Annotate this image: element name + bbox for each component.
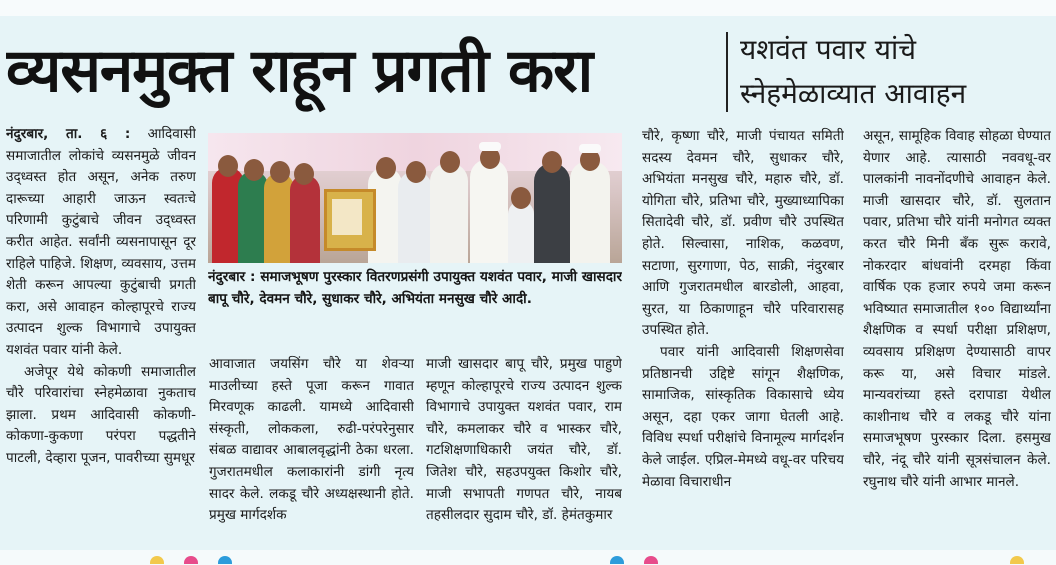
subheadline-line-1: यशवंत पवार यांचे xyxy=(740,33,917,66)
article-paragraph: पवार यांनी आदिवासी शिक्षणसेवा प्रतिष्ठानची उद्दिष्टे सांगून शैक्षणिक, सामाजिक, सांस्कृतिक विकासाचे ध्येय असून, दहा एकर जागा घेतली आहे. विविध स्पर्धा परीक्षांचे विनामूल्य मार्गदर्शन केले जाईल. एप्रिल-मेमध्ये वधू-वर परिचय मेळावा विचाराधीन xyxy=(642,343,844,490)
photo-head xyxy=(406,161,426,183)
news-photo xyxy=(208,133,622,263)
photo-head xyxy=(542,151,562,173)
article-column-2 xyxy=(209,354,414,544)
article-column-5 xyxy=(863,126,1051,544)
article-column-1 xyxy=(6,124,196,544)
photo-head xyxy=(511,187,531,209)
color-mark xyxy=(610,556,624,564)
photo-caption: नंदुरबार : समाजभूषण पुरस्कार वितरणप्रसंगी उपायुक्त यशवंत पवार, माजी खासदार बापू चौरे, देवमन चौरे, सुधाकर चौरे, अभियंता मनसुख चौरे आदी. xyxy=(208,269,622,307)
color-mark xyxy=(184,556,198,564)
subheadline-line-2: स्नेहमेळाव्यात आवाहन xyxy=(740,77,967,110)
photo-person xyxy=(508,201,534,263)
photo-person xyxy=(534,163,570,263)
photo-person xyxy=(570,161,610,263)
subheadline xyxy=(740,28,1052,116)
photo-award-portrait xyxy=(332,199,362,235)
photo-head xyxy=(376,157,396,179)
photo-head xyxy=(294,163,314,185)
article-paragraph: असून, सामूहिक विवाह सोहळा घेण्यात येणार आहे. त्यासाठी नववधू-वर पालकांनी नावनोंदणीचे आवाहन केले. माजी खासदार चौरे, डॉ. सुलतान पवार, प्रतिभा चौरे यांनी मनोगत व्यक्त करत चौरे मिनी बँक सुरू करावे, नोकरदार बांधवांनी दरमहा किंवा वार्षिक एक हजार रुपये जमा करून भविष्यात समाजातील १०० विद्यार्थ्यांना शैक्षणिक व स्पर्धा परीक्षा प्रशिक्षण, व्यवसाय प्रशिक्षण देण्यासाठी वापर करू या, असे विचार मांडले. मान्यवरांच्या हस्ते दरापाडा येथील काशीनाथ चौरे व लकडू चौरे यांना समाजभूषण पुरस्कार दिला. हसमुख चौरे, नंदू चौरे यांनी सूत्रसंचालन केले. रघुनाथ चौरे यांनी आभार मानले. xyxy=(863,128,1051,490)
top-margin xyxy=(0,0,1056,16)
headline-divider xyxy=(726,32,728,112)
photo-head xyxy=(270,161,290,183)
headline: व्यसनमुक्त राहून प्रगती करा xyxy=(6,36,593,106)
dateline: नंदुरबार, ता. ६ : xyxy=(6,126,131,142)
photo-person xyxy=(470,159,508,263)
article-column-3 xyxy=(426,354,622,544)
photo-cap xyxy=(479,142,501,151)
photo-head xyxy=(440,151,460,173)
article-paragraph: माजी खासदार बापू चौरे, प्रमुख पाहुणे म्हणून कोल्हापूरचे राज्य उत्पादन शुल्क विभागाचे उपायुक्त यशवंत पवार, राम चौरे, कमलाकर चौरे व भास्कर चौरे, गटशिक्षणाधिकारी जयंत चौरे, डॉ. जितेश चौरे, सहउपयुक्त किशोर चौरे, माजी सभापती गणपत चौरे, नायब तहसीलदार सुदाम चौरे, डॉ. हेमंतकुमार xyxy=(426,356,622,524)
photo-head xyxy=(244,159,264,181)
article-paragraph: अजेपूर येथे कोकणी समाजातील चौरे परिवारांचा स्नेहमेळावा नुकताच झाला. प्रथम आदिवासी कोकणी-कोकणा-कुकणा परंपरा पद्धतीने पाटली, देव्हारा पूजन, पावरीच्या सुमधूर xyxy=(6,363,196,466)
article-column-4 xyxy=(642,126,844,544)
color-mark xyxy=(150,556,164,564)
photo-person xyxy=(430,163,468,263)
photo-head xyxy=(218,155,238,177)
color-mark xyxy=(1010,556,1024,564)
photo-person xyxy=(398,171,432,263)
color-mark xyxy=(218,556,232,564)
article-paragraph: आवाजात जयसिंग चौरे या शेवऱ्या माउलीच्या हस्ते पूजा करून गावात मिरवणूक काढली. यामध्ये आदिवासी संस्कृती, लोककला, रुढी-परंपरेनुसार संबळ वाद्यावर आबालवृद्धांनी ठेका धरला. गुजरातमधील कलाकारांनी डांगी नृत्य सादर केले. लकडू चौरे अध्यक्षस्थानी होते. प्रमुख मार्गदर्शक xyxy=(209,356,414,524)
photo-person xyxy=(290,175,320,263)
color-mark xyxy=(644,556,658,564)
lead-text: आदिवासी समाजातील लोकांचे व्यसनमुळे जीवन उद्ध्वस्त होत असून, अनेक तरुण दारूच्या आहारी जाऊन स्वतःचे परिणामी कुटुंबाचे जीवन उद्ध्वस्त करीत आहेत. सर्वांनी व्यसनापासून दूर राहिले पाहिजे. शिक्षण, व्यवसाय, उत्तम शेती करून आपल्या कुटुंबाची प्रगती करा, असे आवाहन कोल्हापूरचे राज्य उत्पादन शुल्क विभागाचे उपायुक्त यशवंत पवार यांनी केले. xyxy=(6,126,196,358)
article-paragraph: चौरे, कृष्णा चौरे, माजी पंचायत समिती सदस्य देवमन चौरे, सुधाकर चौरे, अभियंता मनसुख चौरे, महारु चौरे, डॉ. योगिता चौरे, प्रतिभा चौरे, मुख्याध्यापिका सितादेवी चौरे, डॉ. प्रवीण चौरे उपस्थित होते. सिल्वासा, नाशिक, कळवण, सटाणा, सुरगाणा, पेठ, साक्री, नंदुरबार आणि गुजरातमधील बारडोली, आहवा, सुरत, या ठिकाणाहून चौरे परिवारासह उपस्थित होते. xyxy=(642,128,844,339)
photo-cap xyxy=(579,144,601,153)
article-paragraph xyxy=(6,124,196,362)
